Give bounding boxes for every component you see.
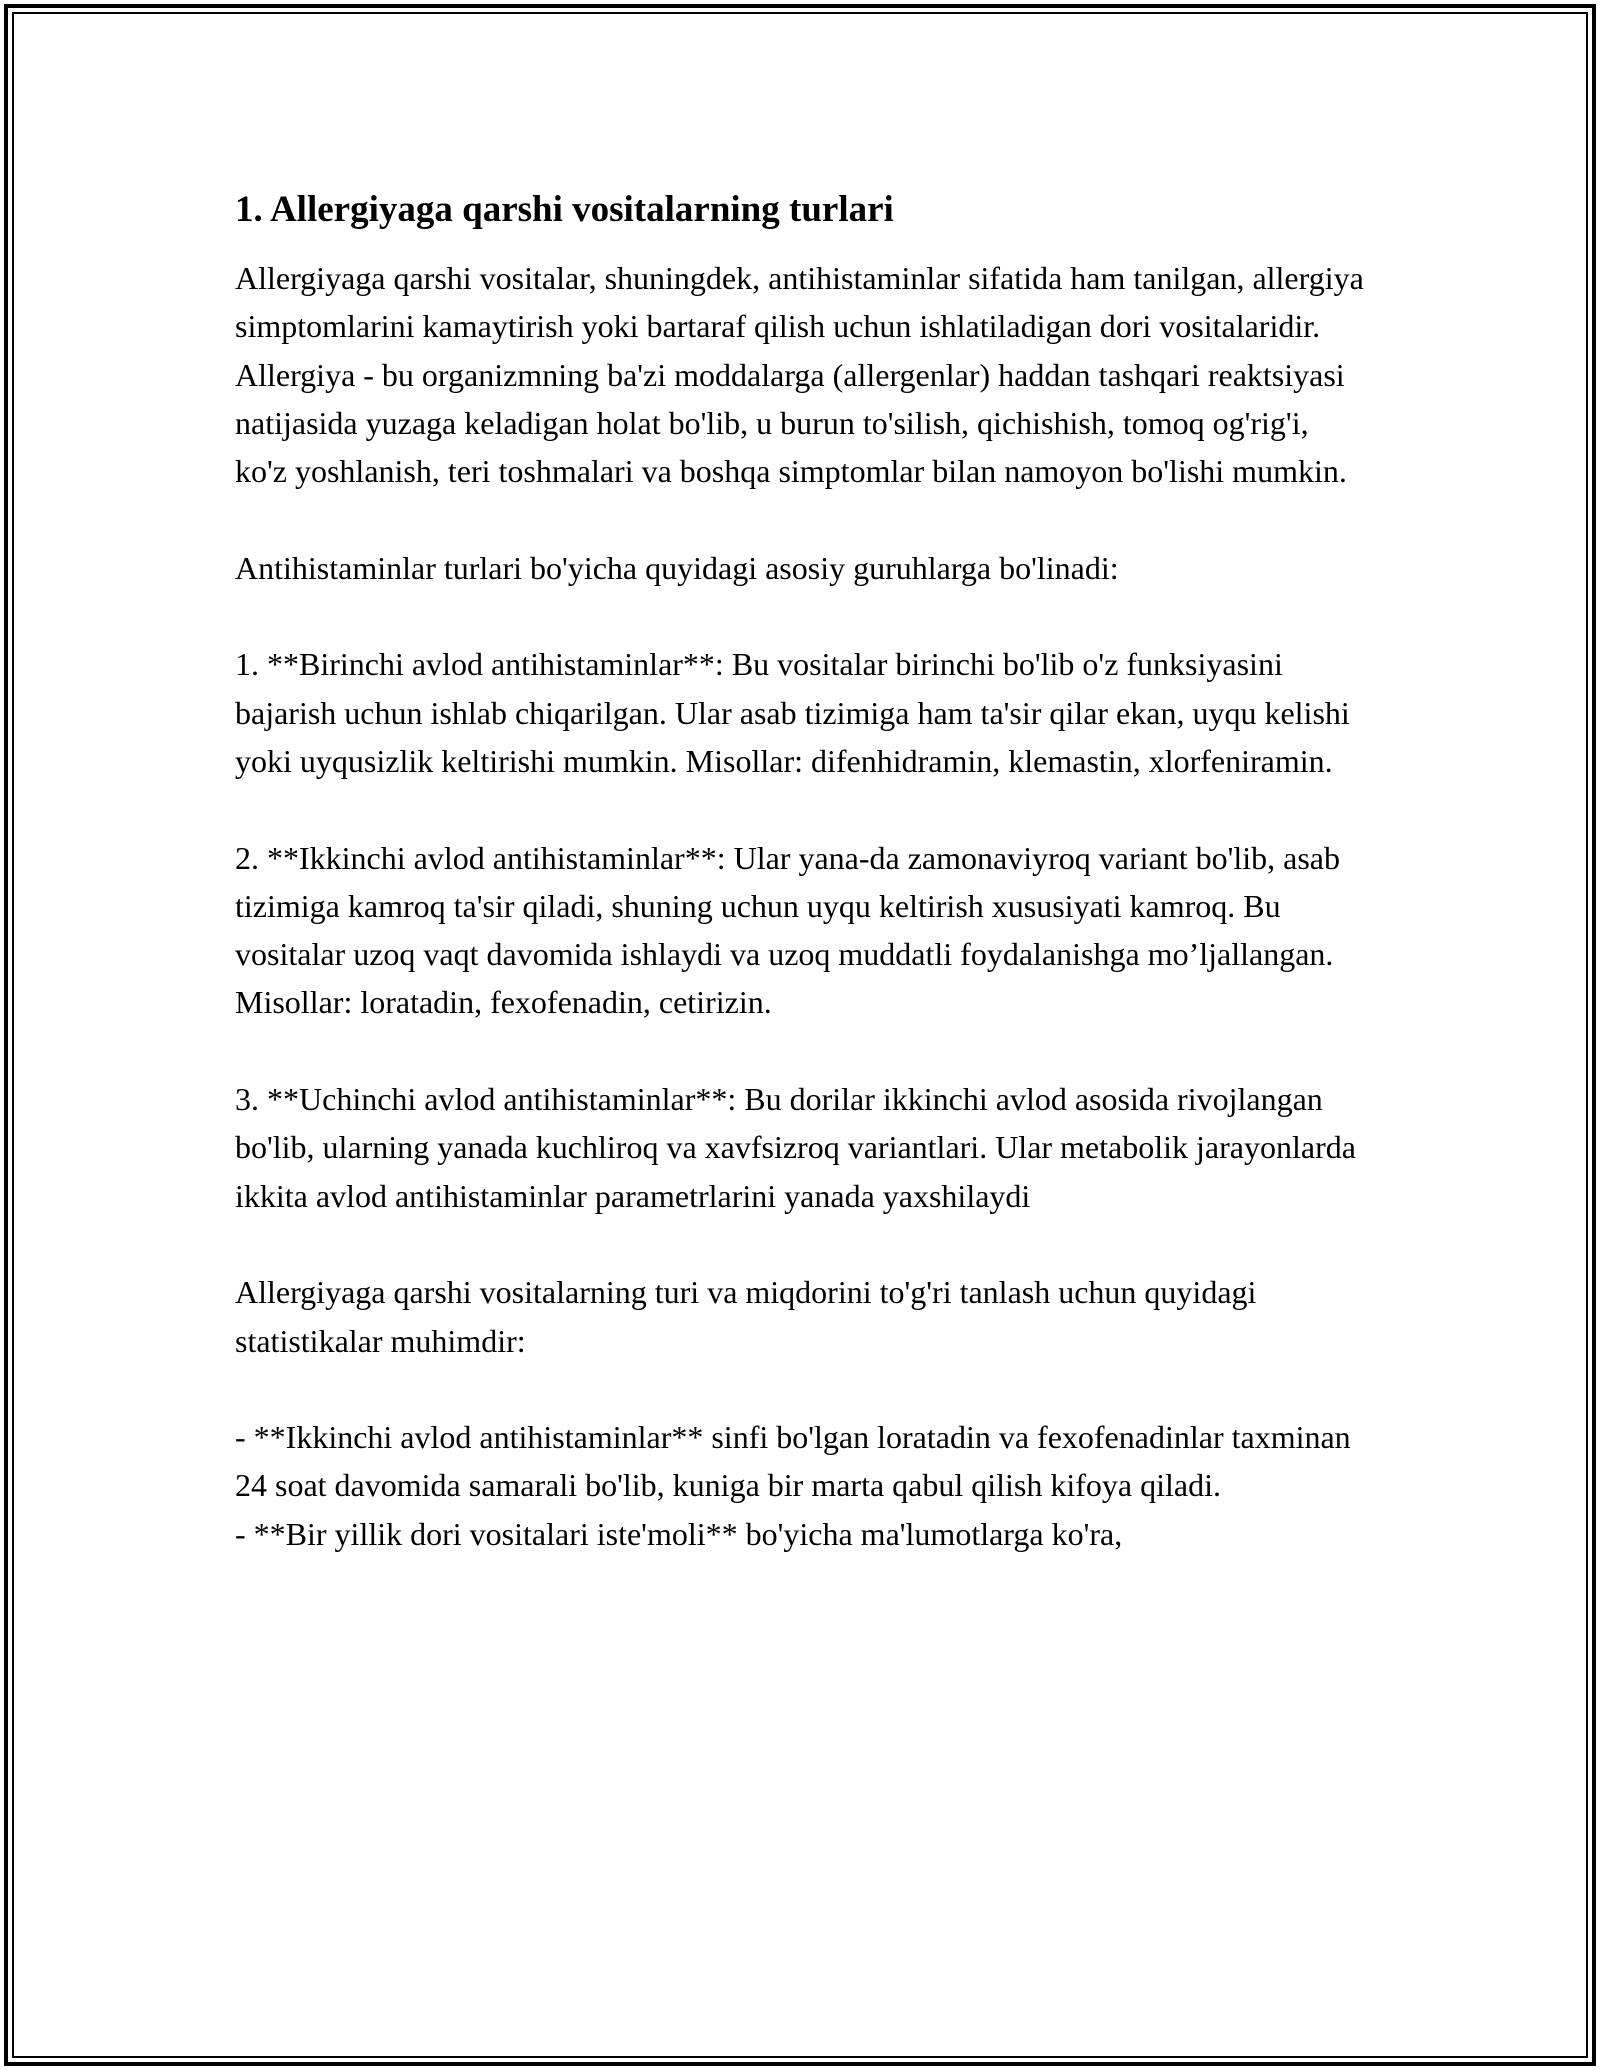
section-heading: 1. Allergiyaga qarshi vositalarning turlari	[235, 189, 894, 230]
statistics-item-2: - **Bir yillik dori vositalari iste'moli** bo'yicha ma'lumotlarga ko'ra,	[235, 1515, 1123, 1552]
third-generation-paragraph: 3. **Uchinchi avlod antihistaminlar**: Bu dorilar ikkinchi avlod asosida rivojlangan bo'lib, ularning yanada kuchliroq va xavfsizroq variantlari. Ular metabolik jarayonlarda ikkita avlod antihistaminlar parametrlarini yanada yaxshilaydi	[235, 1081, 1356, 1214]
document-body	[235, 186, 1365, 1558]
statistics-intro-paragraph: Allergiyaga qarshi vositalarning turi va miqdorini to'g'ri tanlash uchun quyidagi statistikalar muhimdir:	[235, 1274, 1257, 1359]
second-generation-paragraph: 2. **Ikkinchi avlod antihistaminlar**: Ular yana-da zamonaviyroq variant bo'lib, asab tizimiga kamroq ta'sir qiladi, shuning uchun uyqu keltirish xususiyati kamroq. Bu vositalar uzoq vaqt davomida ishlaydi va uzoq muddatli foydalanishga mo’ljallangan. Misollar: loratadin, fexofenadin, cetirizin.	[235, 839, 1340, 1021]
intro-paragraph: Allergiyaga qarshi vositalar, shuningdek, antihistaminlar sifatida ham tanilgan, allergiya simptomlarini kamaytirish yoki bartaraf qilish uchun ishlatiladigan dori vositalaridir. Allergiya - bu organizmning ba'zi moddalarga (allergenlar) haddan tashqari reaktsiyasi natijasida yuzaga keladigan holat bo'lib, u burun to'silish, qichishish, tomoq og'rig'i, ko'z yoshlanish, teri toshmalari va boshqa simptomlar bilan namoyon bo'lishi mumkin.	[235, 260, 1364, 490]
first-generation-paragraph: 1. **Birinchi avlod antihistaminlar**: Bu vositalar birinchi bo'lib o'z funksiyasini bajarish uchun ishlab chiqarilgan. Ular asab tizimiga ham ta'sir qilar ekan, uyqu kelishi yoki uyqusizlik keltirishi mumkin. Misollar: difenhidramin, klemastin, xlorfeniramin.	[235, 646, 1350, 779]
statistics-item-1: - **Ikkinchi avlod antihistaminlar** sinfi bo'lgan loratadin va fexofenadinlar taxminan 24 soat davomida samarali bo'lib, kuniga bir marta qabul qilish kifoya qiladi.	[235, 1419, 1351, 1504]
types-intro-paragraph: Antihistaminlar turlari bo'yicha quyidagi asosiy guruhlarga bo'linadi:	[235, 549, 1119, 586]
